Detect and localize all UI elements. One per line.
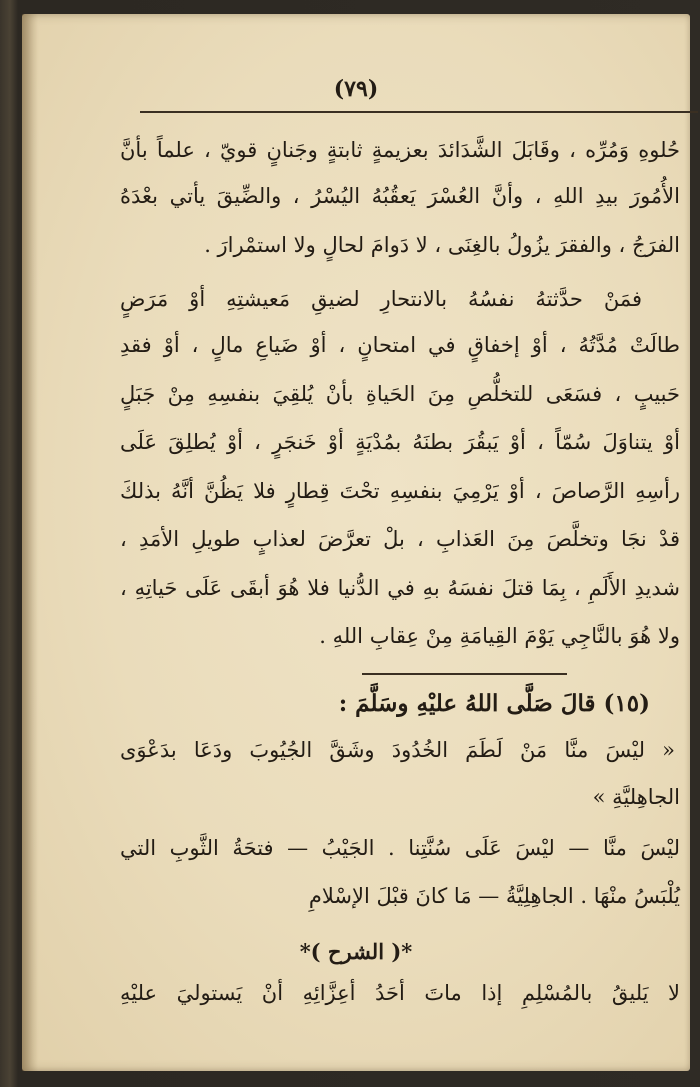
hadith-text-line: الجاهِليَّةِ » bbox=[592, 785, 680, 809]
sharh-heading: *( الشرح )* bbox=[299, 939, 413, 964]
hadith-title: (١٥) قالَ صَلَّى اللهُ عليْهِ وسَلَّمَ : bbox=[338, 690, 650, 717]
glossary-line: ليْسَ منَّا — ليْسَ عَلَى سُنَّتِنا . الجَيْبُ — فتحَةُ الثَّوبِ التي bbox=[120, 836, 680, 860]
paragraph-2-line: قدْ نجَا وتخلَّصَ مِنَ العَذابِ ، بلْ تعرَّضَ لعذابٍ طويلِ الأمَدِ ، bbox=[120, 527, 680, 551]
glossary-line: يُلْبَسُ منْهَا . الجاهِلِيَّةُ — مَا كانَ قبْلَ الإسْلامِ bbox=[308, 884, 680, 908]
header-rule bbox=[140, 111, 698, 113]
paragraph-2-line: أوْ يتناوَلَ سُمّاً ، أوْ يَبقُرَ بطنَهُ بمُدْيَةٍ أوْ خَنجَرٍ ، أوْ يُطلِقَ عَلَى bbox=[120, 430, 680, 454]
page-number: (٧٩) bbox=[333, 76, 379, 102]
paragraph-1-line: حُلوهِ وَمُرِّه ، وقَابَلَ الشَّدَائدَ بعزيمةٍ ثابتةٍ وجَنانٍ قويّ ، علماً بأنَّ bbox=[120, 138, 680, 162]
paragraph-2-line: فمَنْ حدَّثتهُ نفسُهُ بالانتحارِ لضيقِ مَعيشتِهِ أوْ مَرَضٍ bbox=[120, 287, 642, 311]
section-divider bbox=[362, 673, 567, 675]
book-page bbox=[22, 14, 690, 1071]
paragraph-2-line: رأسِهِ الرَّصاصَ ، أوْ يَرْمِيَ بنفسِهِ تحْتَ قِطارٍ فلا يَظُنَّ أنَّهُ بذلكَ bbox=[120, 479, 680, 503]
paragraph-2-line: حَبيبٍ ، فسَعَى للتخلُّصِ مِنَ الحَياةِ بأنْ يُلقِيَ بنفسِهِ مِنْ جَبَلٍ bbox=[120, 382, 680, 406]
paragraph-1-line: الفرَجُ ، والفقرَ يزُولُ بالغِنَى ، لا دَوامَ لحالٍ ولا استمْرارَ . bbox=[204, 233, 680, 257]
sharh-line: لا يَليقُ بالمُسْلِمِ إذا ماتَ أحَدُ أعِزَّائِهِ أنْ يَستوليَ عليْهِ bbox=[120, 981, 680, 1005]
paragraph-1-line: الأُمُورَ بيدِ اللهِ ، وأنَّ العُسْرَ يَعقُبُهُ اليُسْرُ ، والضِّيقَ يأتي بعْدَهُ bbox=[120, 184, 680, 208]
paragraph-2-line: شديدِ الأَلَمِ ، بِمَا قتلَ نفسَهُ بهِ في الدُّنيا فلا هُوَ أبقَى عَلَى حَياتِهِ ، bbox=[120, 576, 680, 600]
paragraph-2-line: ولا هُوَ بالنَّاجِي يَوْمَ القِيامَةِ مِنْ عِقابِ اللهِ . bbox=[319, 624, 680, 648]
hadith-text-line: « ليْسَ منَّا مَنْ لَطَمَ الخُدُودَ وشَقَّ الجُيُوبَ ودَعَا بدَعْوَى bbox=[120, 738, 675, 762]
paragraph-2-line: طالَتْ مُدَّتُهُ ، أوْ إخفاقٍ في امتحانٍ ، أوْ ضَياعِ مالٍ ، أوْ فقدِ bbox=[120, 333, 680, 357]
